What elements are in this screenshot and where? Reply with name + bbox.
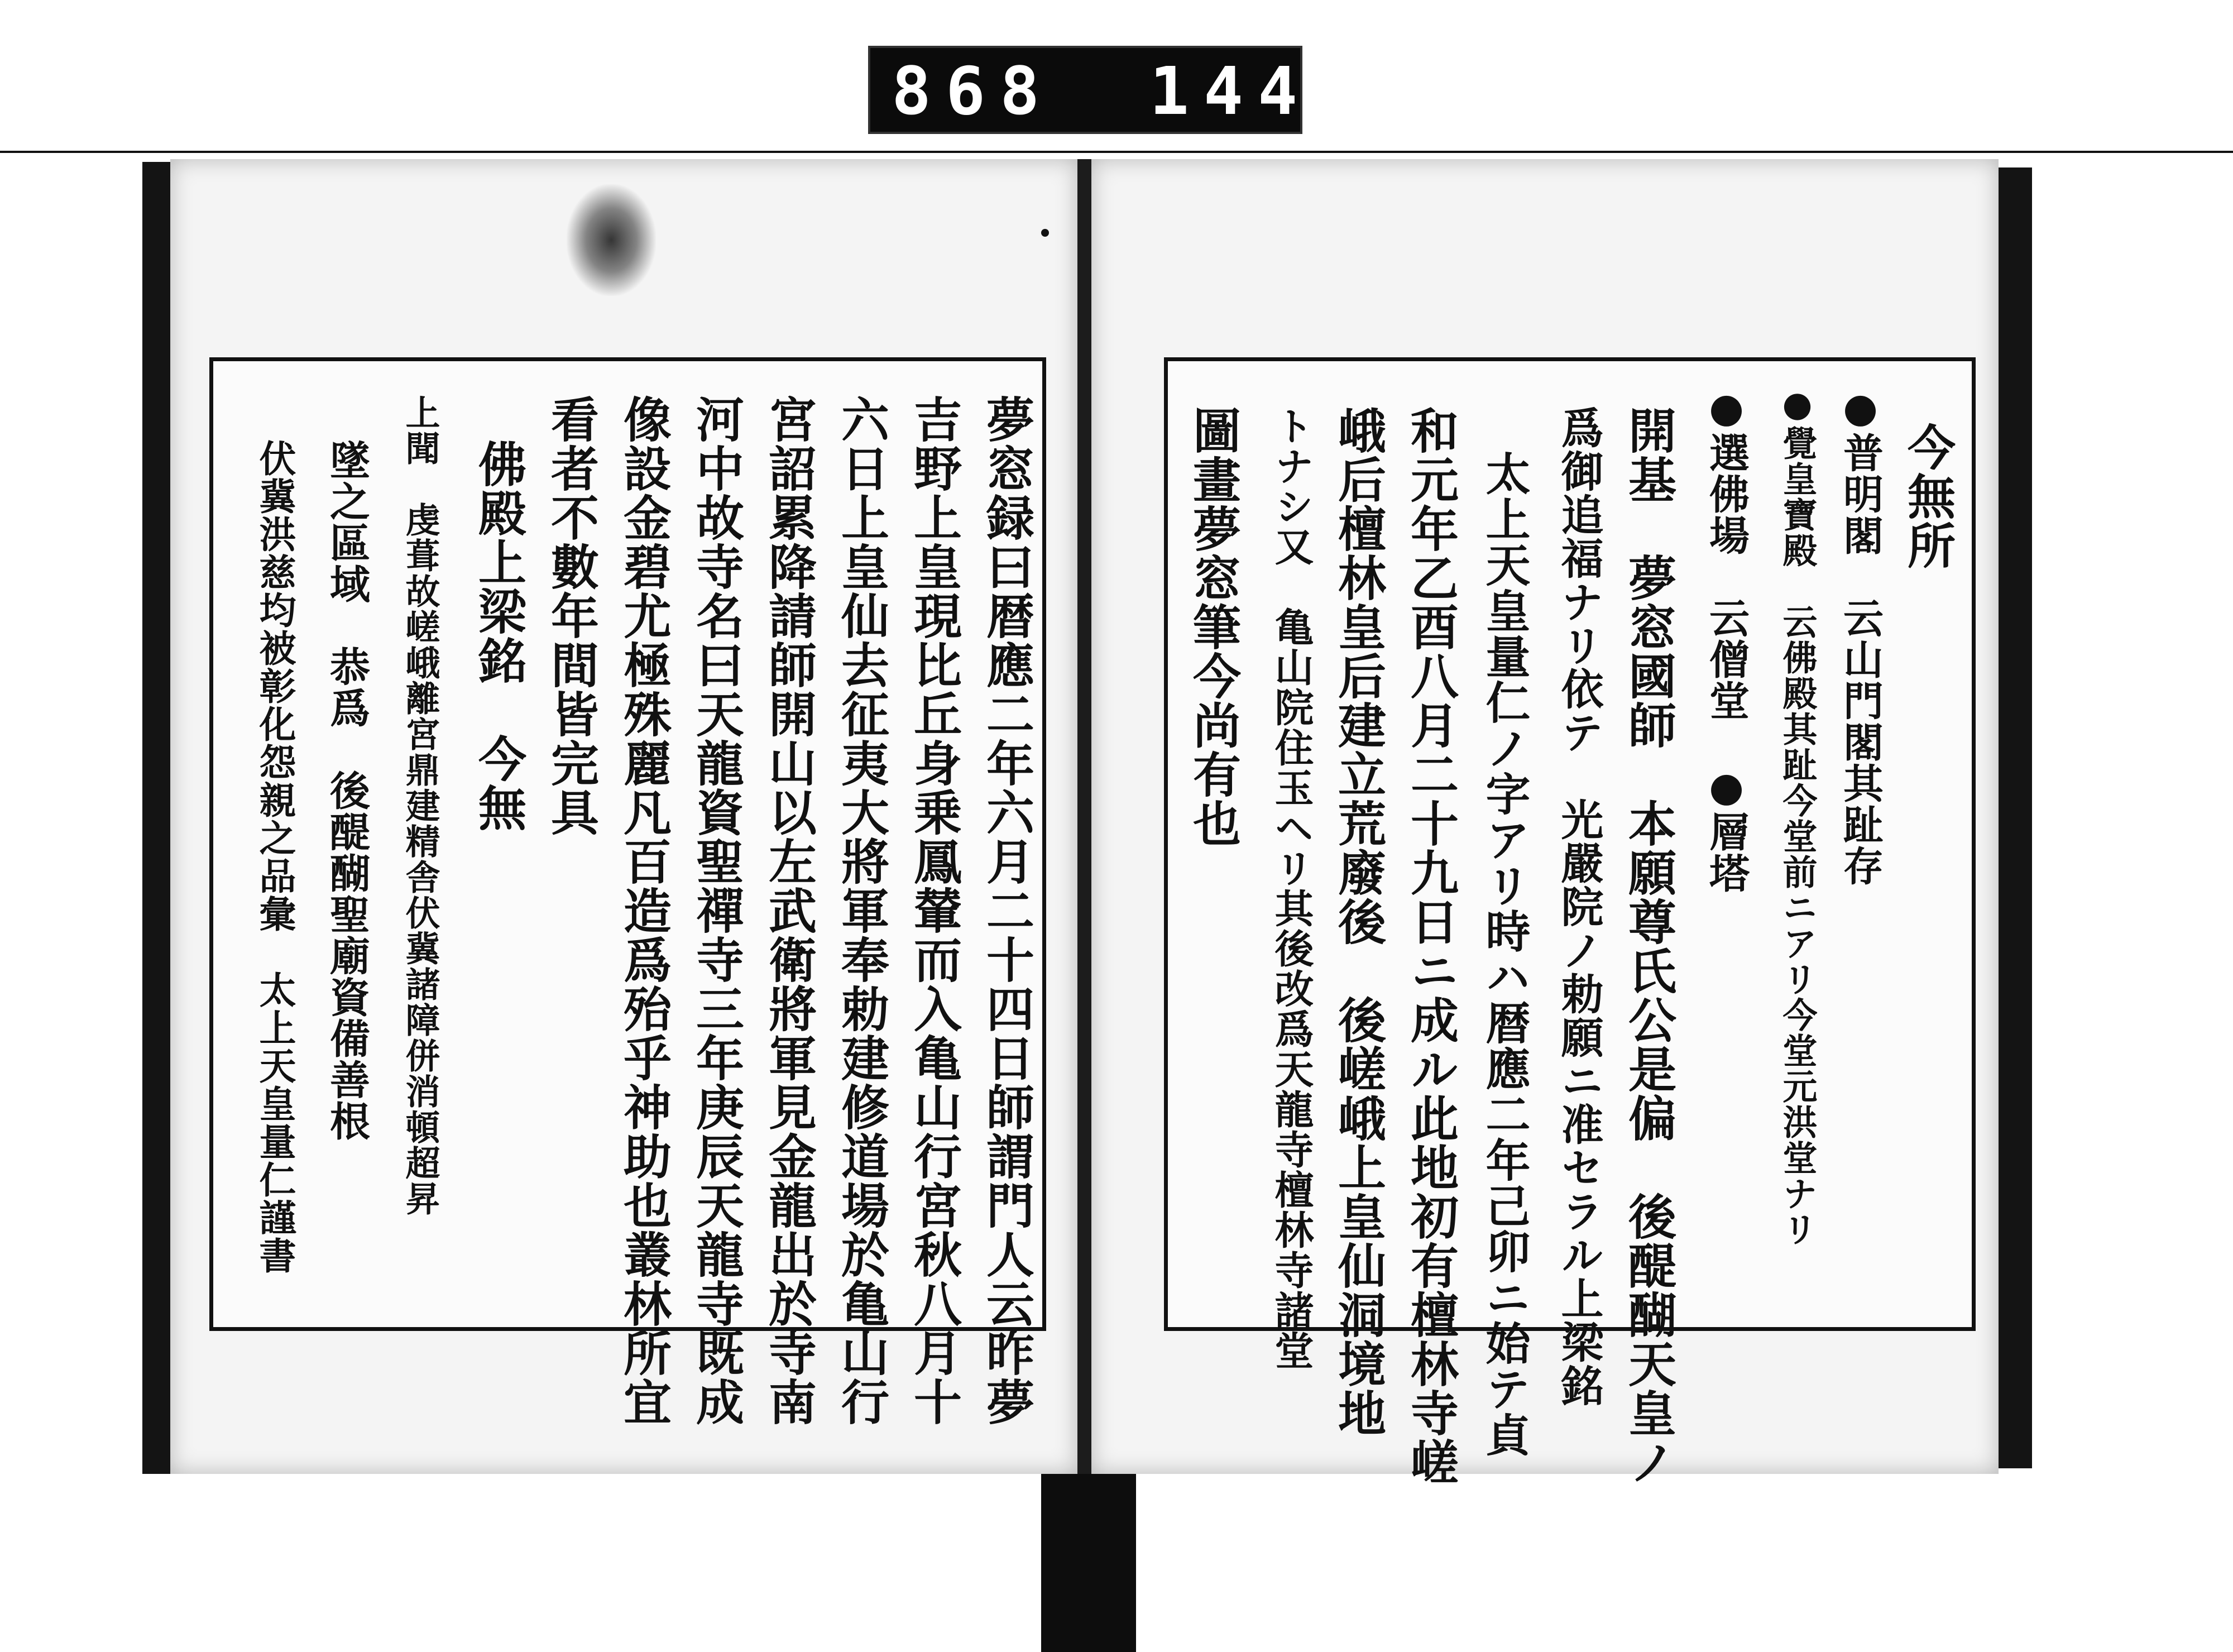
frame-number: 144. <box>1149 52 1367 130</box>
left-text-frame <box>209 357 1046 1426</box>
microfilm-tag <box>868 46 1367 134</box>
text-column-5: 開基 夢窓國師 本願尊氏公是偏 後醍醐天皇ノ <box>1620 406 1676 1487</box>
scan-edge-line <box>0 151 2233 153</box>
film-number: 868 <box>892 52 1055 130</box>
right-page <box>1091 159 1999 1487</box>
text-column-11: 圖畫夢窓筆今尚有也 <box>1185 406 1241 848</box>
text-column-3: 六日上皇仙去征夷大將軍奉勅建修道場於亀山行 <box>833 395 889 1426</box>
text-column-2: 吉野上皇現比丘身乗鳳輦而入亀山行宮秋八月十 <box>905 395 962 1426</box>
text-column-11: 伏冀洪慈均被彰化怨親之品彙 太上天皇量仁謹書 <box>253 439 296 1275</box>
text-column-7: 看者不數年間皆完具 <box>543 395 599 837</box>
text-column-10: 墜之區域 恭爲 後醍醐聖廟資備善根 <box>323 439 371 1142</box>
left-page <box>170 159 1077 1474</box>
page-gutter <box>1077 159 1091 1474</box>
book-spine <box>1041 1474 1136 1652</box>
text-column-5: 河中故寺名曰天龍資聖禪寺三年庚辰天龍寺既成 <box>688 395 744 1426</box>
text-column-9: 峨后檀林皇后建立荒廢後 後嵯峨上皇仙洞境地 <box>1330 406 1386 1438</box>
text-column-9: 上聞 虔葺故嵯峨離宮鼎建精舎伏冀諸障併消頓超昇 <box>400 395 440 1217</box>
text-column-2: ●普明閣 云山門閣其趾存 <box>1837 384 1884 887</box>
text-column-1: 今無所 <box>1899 423 1956 570</box>
text-column-3: ●覺皇寶殿 云佛殿其趾今堂前ニアリ今堂元洪堂ナリ <box>1777 384 1818 1247</box>
right-text-frame <box>1164 357 1976 1487</box>
text-column-6: 爲御追福ナリ依テ 光嚴院ノ勅願ニ准セラル上梁銘 <box>1554 406 1604 1407</box>
text-column-4: 宮詔累降請師開山以左武衛將軍見金龍出於寺南 <box>760 395 817 1426</box>
text-column-8: 佛殿上梁銘 今無 <box>470 439 526 832</box>
text-column-7: 太上天皇量仁ノ字アリ時ハ暦應二年己卯ニ始テ貞 <box>1478 451 1531 1458</box>
ink-dot <box>1041 229 1049 237</box>
text-column-8: 和元年乙酉八月二十九日ニ成ル此地初有檀林寺嵯 <box>1402 406 1459 1487</box>
text-column-4: ●選佛場 云僧堂 ●層塔 <box>1703 384 1750 894</box>
text-column-6: 像設金碧尤極殊麗凡百造爲殆乎神助也叢林所宜 <box>615 395 672 1426</box>
text-column-1: 夢窓録曰暦應二年六月二十四日師謂門人云昨夢 <box>978 395 1034 1426</box>
ink-stain <box>567 184 656 296</box>
text-column-10: トナシ又 亀山院住玉ヘリ其後改爲天龍寺檀林寺諸堂 <box>1268 406 1315 1371</box>
